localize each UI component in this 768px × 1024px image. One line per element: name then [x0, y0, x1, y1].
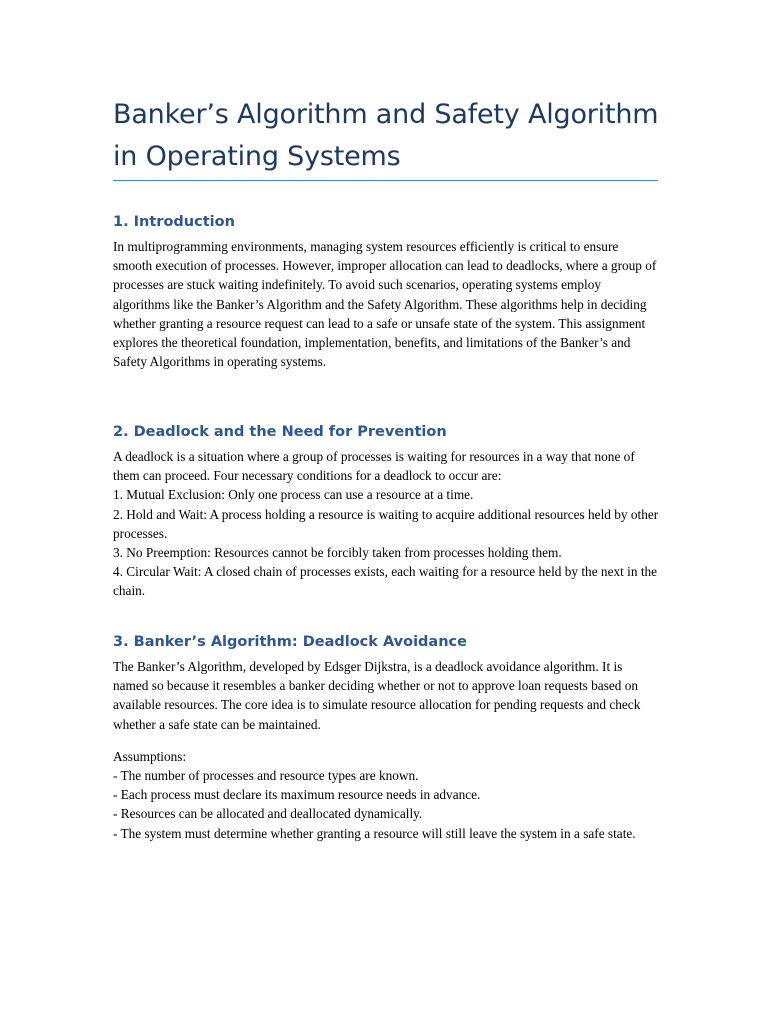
- section-deadlock: [113, 422, 659, 601]
- section-paragraph: In multiprogramming environments, managing system resources efficiently is critical to ensure smooth execution of processes. However, improper allocation can lead to deadlocks, where a group of processes are stuck waiting indefinitely. To avoid such scenarios, operating systems employ algorithms like the Banker’s Algorithm and the Safety Algorithm. These algorithms help in deciding whether granting a resource request can lead to a safe or unsafe state of the system. This assignment explores the theoretical foundation, implementation, benefits, and limitations of the Banker’s and Safety Algorithms in operating systems.: [113, 239, 657, 370]
- section-introduction: [113, 212, 659, 371]
- list-item: - The number of processes and resource types are known.: [113, 768, 419, 784]
- list-item: - Resources can be allocated and deallocated dynamically.: [113, 806, 423, 822]
- list-item: 1. Mutual Exclusion: Only one process can use a resource at a time.: [113, 487, 474, 503]
- section-paragraph: A deadlock is a situation where a group of processes is waiting for resources in a way that none of them can proceed. Four necessary conditions for a deadlock to occur are:: [113, 449, 635, 484]
- list-item: - The system must determine whether granting a resource will still leave the system in a safe state.: [113, 825, 636, 841]
- section-bankers-algorithm: [113, 632, 659, 843]
- assumptions-label: Assumptions:: [113, 748, 187, 764]
- section-heading: 2. Deadlock and the Need for Prevention: [113, 424, 447, 440]
- document-title: Banker’s Algorithm and Safety Algorithm in Operating Systems: [113, 99, 659, 172]
- section-heading: 1. Introduction: [113, 214, 235, 230]
- section-heading: 3. Banker’s Algorithm: Deadlock Avoidance: [113, 634, 467, 650]
- list-item: 2. Hold and Wait: A process holding a resource is waiting to acquire additional resources held by other processes.: [113, 506, 659, 541]
- assumptions-list: [113, 766, 659, 843]
- title-divider: [113, 180, 658, 181]
- list-item: 3. No Preemption: Resources cannot be forcibly taken from processes holding them.: [113, 545, 562, 561]
- list-item: - Each process must declare its maximum resource needs in advance.: [113, 787, 481, 803]
- section-paragraph: The Banker’s Algorithm, developed by Edsger Dijkstra, is a deadlock avoidance algorithm. It is named so because it resembles a banker deciding whether or not to approve loan requests based on available resources. The core idea is to simulate resource allocation for pending requests and check whether a safe state can be maintained.: [113, 659, 641, 732]
- paragraph-spacer: [113, 734, 659, 747]
- deadlock-conditions-list: [113, 485, 659, 600]
- list-item: 4. Circular Wait: A closed chain of processes exists, each waiting for a resource held by the next in the chain.: [113, 564, 658, 599]
